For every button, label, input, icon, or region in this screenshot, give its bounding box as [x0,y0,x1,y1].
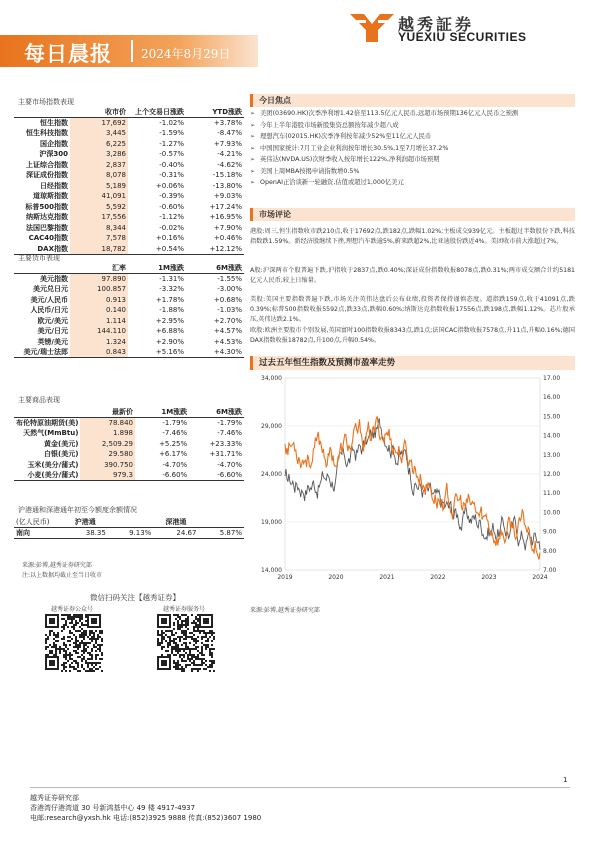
footer-divider [30,787,570,788]
cell: 8,078 [70,170,128,181]
cell: 1.898 [80,428,135,439]
cell: +0.54% [128,244,186,255]
table-row [14,202,244,213]
cell: 100.857 [70,284,128,295]
cell: 5,189 [70,181,128,192]
cell: -6.60% [189,470,244,481]
table-row [14,326,244,337]
commodities-caption: 主要商品表现 [18,396,60,404]
table-row [14,149,244,160]
eu-market-paragraph: 欧股:欧洲主要股市个别发展,英国富时100指数收报8343点,跌1点;法国CAC指数收报7578点,升11点,升幅0.16%;德国DAX指数收报18782点,升100点,升幅0.54%。 [250,327,575,344]
row-label: 上证综合指数 [26,160,68,169]
x-tick-label: 2023 [481,574,497,581]
cell: +0.06% [155,181,184,190]
y-right-tick-label: 13.00 [543,451,561,459]
cell: 24.67 [153,528,198,539]
indices-table [14,107,244,255]
x-tick-label: 2020 [328,574,344,581]
qr-label: 越秀证券服务号 [162,606,205,613]
table-row [14,337,244,348]
cell: 97.890 [70,274,128,285]
y-left-tick-label: 19,000 [261,519,282,526]
x-tick-label: 2022 [430,574,446,581]
row-label: 恒生科技指数 [26,129,68,138]
y-right-tick-label: 15.00 [543,413,561,421]
cell: -6.60% [135,470,189,481]
commodities-table [14,407,244,481]
row-label: 恒生指数 [40,119,68,127]
page-number: 1 [563,776,568,784]
logo-en-text: YUEXIU SECURITIES [398,30,527,44]
cell: +4.57% [213,327,242,336]
cell: -1.12% [159,213,184,222]
cell: +7.93% [213,139,242,148]
wechat-title: 微信扫码关注【越秀证券】 [90,593,180,602]
market-review-heading: 市场评论 [250,208,575,221]
cell: +0.68% [213,295,242,304]
cell: 3,445 [70,128,128,139]
y-right-tick-label: 8.00 [543,547,557,555]
table-row [14,470,244,481]
cell: -1.79% [162,419,188,427]
table-row [14,460,244,471]
cell: -4.21% [217,150,242,159]
news-list [250,108,575,189]
cell: -4.62% [217,160,242,169]
qr-code-icon[interactable] [45,614,103,672]
cell: +3.78% [213,119,242,127]
table-row [14,439,244,450]
cell: -15.18% [212,171,242,180]
fx-table [14,263,244,358]
table-row [14,418,244,429]
table-row [14,212,244,223]
y-left-tick-label: 24,000 [261,471,282,478]
cell: -0.57% [159,150,184,159]
cell: +23.33% [209,439,242,448]
table-row [14,428,244,439]
row-label: 美元指数 [40,275,68,283]
cell: 8,344 [70,223,128,234]
table-row [14,274,244,285]
chart-source: 来源:彭博,越秀证券研究部 [250,607,320,614]
cell: -0.02% [159,223,184,232]
table-row [14,160,244,171]
cell: -4.70% [162,460,188,469]
news-item[interactable]: ➢ 美国上周MBA按揭申请指数增0.5% [250,166,575,178]
table-row [14,191,244,202]
chart-title: 过去五年恒生指数及预测市盈率走势 [250,356,575,370]
logo-cn-text: 越秀証券 [398,15,475,34]
y-left-tick-label: 29,000 [261,423,282,430]
cell: -7.46% [162,429,188,438]
unit-label: (亿人民币) [14,517,63,528]
table-row [14,449,244,460]
cell: +0.46% [213,234,242,243]
cell: 1.114 [70,316,128,327]
news-item[interactable]: ➢ 理想汽车(02015.HK)次季净利按年减少52%至11亿元人民币 [250,131,575,143]
qr-code-icon[interactable] [157,614,215,672]
row-label: 白银(美元) [44,450,79,459]
cell: 7,578 [70,233,128,244]
col-header: 最新价 [80,407,135,418]
cell: -4.70% [217,460,242,469]
cell: -1.55% [217,275,242,283]
company-logo [350,12,565,46]
cell: -1.03% [217,306,242,315]
row-label: 玉米(美分/蒲式) [27,460,79,469]
cell: -0.40% [159,160,184,169]
table-row [14,118,244,129]
col-header: 沪港通 [63,517,108,528]
y-right-tick-label: 9.00 [543,528,557,536]
stock-connect-source: 来源:彭博,越秀证券研究部 [22,562,92,569]
y-right-tick-label: 12.00 [543,471,561,478]
stock-connect-table [14,517,244,539]
series-pe-line [285,418,540,550]
row-label: 英镑/美元 [37,337,68,346]
row-label: 法国巴黎指数 [26,223,68,232]
cell: 0.843 [70,347,128,358]
cell: 17,692 [70,118,128,129]
cell: 2,837 [70,160,128,171]
row-label: 美元/瑞士法郎 [14,347,70,358]
footer-dept: 越秀证券研究部 [30,794,79,802]
header-divider [131,40,133,62]
row-label: 南向 [14,528,63,539]
y-left-tick-label: 34,000 [261,375,282,382]
cell: +5.16% [128,347,186,358]
cell: -1.02% [159,119,184,127]
cell: +2.95% [155,316,184,325]
cell: +31.71% [209,450,242,459]
indices-caption: 主要市场指数表现 [18,98,74,106]
footer-contact: 电邮:research@yxsh.hk 电话:(852)3925 9888 传真:(852)3607 1980 [30,814,262,822]
table-row [14,284,244,295]
row-label: CAC40指数 [28,234,68,243]
yuexiu-logo-icon [350,12,394,44]
cell: 41,091 [70,191,128,202]
news-item[interactable]: ➢ 今年上半年港股市场新股集资总额按年减少超八成 [250,120,575,132]
cell: 390.750 [80,460,135,471]
news-item[interactable]: ➢ 中国国家统计:7月工业企业利润按年增长30.5%,1至7月增长37.2% [250,143,575,155]
row-label: 天然气(MmBtu) [23,429,79,438]
cell: +0.16% [155,234,184,243]
stock-connect-note: 注:以上数据均截止至当日收市 [22,572,103,579]
cell: 0.913 [70,295,128,306]
cell: 17,556 [70,212,128,223]
a-share-paragraph: A股:沪深两市个股普遍下跌,沪指收于2837点,跌0.40%;深证成份指数收报8078点,跌0.31%;两市成交额合计约5181亿元人民币,较上日缩量。 [250,267,575,284]
row-label: 小麦(美分/蒲式) [14,470,80,481]
cell: 38.35 [63,528,108,539]
cell: -1.31% [159,275,184,283]
cell: +2.70% [213,316,242,325]
row-label: 纳斯达克指数 [26,213,68,222]
cell: -1.27% [159,139,184,148]
footer-address: 香港湾仔港湾道 30 号新鸿基中心 49 楼 4917-4937 [30,804,196,812]
row-label: 美元/人民币 [30,295,68,304]
table-row [14,233,244,244]
table-row [14,139,244,150]
us-market-paragraph: 美股:美国主要指数普遍下跌,市场关注英伟达盘后公布业绩,投资者保持谨慎态度。道指跌159点,收于41091点,跌0.39%;标普500指数收报5592点,跌33点,跌幅0.60%;纳斯达克指数收报17556点,跌198点,跌幅1.12%。芯片股承压,英伟达跌2.1%。 [250,296,575,323]
cell: 29.580 [80,449,135,460]
y-right-tick-label: 10.00 [543,509,561,517]
table-row [14,223,244,234]
row-label: 美元/日元 [37,327,68,336]
cell: +2.90% [155,337,184,346]
col-header: 1M涨跌 [135,407,189,418]
table-row [14,128,244,139]
col-header: 6M涨跌 [189,407,244,418]
series-hsi-line [285,416,540,559]
y-right-tick-label: 17.00 [543,375,561,382]
y-right-tick-label: 16.00 [543,394,561,402]
cell: -1.79% [217,419,242,427]
cell: 9.13% [108,528,154,539]
cell: 3,286 [70,149,128,160]
cell: -3.00% [217,285,242,294]
row-label: 布伦特原油期货(美) [16,419,79,427]
table-row [14,170,244,181]
cell: +7.90% [213,223,242,232]
cell: -7.46% [217,429,242,438]
cell: 1.324 [70,337,128,348]
cell: -3.32% [159,285,184,294]
cell: 6,225 [70,139,128,150]
hk-market-paragraph: 港股:周三,恒生指数收市跌210点,收于17692点,跌182点,跌幅1.02%;主板成交939亿元。主板超过半数股份下跌,科技指数跌1.59%。新经济股继续下挫,理想汽车跌逾5%,蔚来跌超2%,比亚迪股份跌近4%。美团收市前大涨超过7%。 [250,228,575,245]
cell: -8.47% [217,129,242,138]
row-label: 标普500指数 [25,202,68,211]
row-label: 黄金(美元) [44,439,79,448]
col-header: 1M涨跌 [128,263,186,274]
y-right-tick-label: 11.00 [543,490,561,498]
col-header: 6M涨跌 [186,263,244,274]
table-row [14,316,244,327]
stock-connect-caption: 沪港通和深港通年初至今额度余额情况 [18,506,137,514]
table-row [14,305,244,316]
news-item[interactable]: ➢ 美团(03690.HK)次季净利增1.42倍至113.5亿元人民币,远超市场预期136亿元人民币之预测 [250,108,575,120]
x-tick-label: 2024 [532,574,548,581]
cell: 144.110 [70,326,128,337]
cell: 0.140 [70,305,128,316]
cell: +9.03% [213,192,242,201]
cell: +6.88% [155,327,184,336]
cell: 2,509.29 [80,439,135,450]
x-tick-label: 2021 [379,574,395,581]
cell: -0.39% [159,192,184,201]
cell: 78.840 [80,418,135,429]
y-right-tick-label: 7.00 [543,567,557,574]
cell: -1.59% [159,129,184,138]
cell: +1.78% [155,295,184,304]
table-row [14,295,244,306]
col-header: 上个交易日涨跌 [128,107,186,118]
row-label: 国企指数 [40,139,68,148]
table-row [14,347,244,358]
col-header: 汇率 [70,263,128,274]
cell: -0.60% [159,202,184,211]
col-header: 收市价 [70,107,128,118]
row-label: DAX指数 [14,244,70,255]
row-label: 深证成份指数 [26,171,68,180]
y-left-tick-label: 14,000 [261,567,282,574]
row-label: 沪深300 [39,150,68,159]
news-item[interactable]: ➢ OpenAI正洽谈新一轮融资,估值或超过1,000亿美元 [250,177,575,189]
news-heading: 今日焦点 [250,94,575,107]
report-date: 2024年8月29日 [141,47,231,61]
cell: -1.88% [159,306,184,315]
cell: +5.25% [159,439,188,448]
y-right-tick-label: 14.00 [543,432,561,440]
cell: 5,592 [70,202,128,213]
cell: 979.3 [80,470,135,481]
cell: +17.24% [209,202,242,211]
cell: 18,782 [70,244,128,255]
cell: +4.30% [186,347,244,358]
fx-caption: 主要货币表现 [18,254,60,262]
cell: -13.80% [212,181,242,190]
hsi-pe-chart [250,372,575,604]
cell: -0.31% [159,171,184,180]
cell: +12.12% [186,244,244,255]
qr-label: 越秀证券公众号 [50,606,93,613]
row-label: 美元兑日元 [33,285,68,294]
row-label: 欧元/美元 [37,316,68,325]
row-label: 人民币/日元 [30,306,68,315]
cell: +4.53% [213,337,242,346]
col-header: YTD涨跌 [186,107,244,118]
col-header: 深港通 [153,517,198,528]
cell: +6.17% [159,450,188,459]
cell: +16.95% [209,213,242,222]
table-row [14,181,244,192]
x-tick-label: 2019 [277,574,293,581]
report-title: 每日晨报 [24,42,112,66]
news-item[interactable]: ➢ 英伟达(NVDA.US)次财季收入按年增长122%,净利润超市场预期 [250,154,575,166]
row-label: 日经指数 [40,181,68,190]
cell: 5.87% [198,528,244,539]
row-label: 道琼斯指数 [33,192,68,201]
